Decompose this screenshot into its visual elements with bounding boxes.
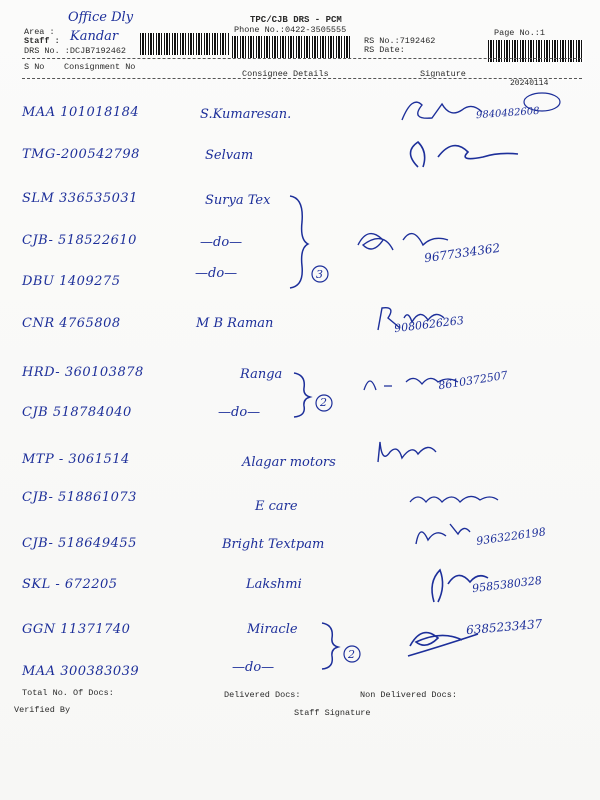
delivered-docs-label: Delivered Docs: — [224, 690, 301, 700]
row-4-consignee: —do— — [200, 235, 243, 250]
col-consignee-details: Consignee Details — [242, 69, 329, 79]
row-6-consignee: M B Raman — [196, 316, 274, 331]
page-number: Page No.:1 — [494, 28, 546, 38]
row-11-consignee: Bright Textpam — [222, 537, 325, 552]
row-7-consignee: Ranga — [240, 367, 283, 382]
area-label: Area : — [24, 27, 55, 37]
brace-count-1: 3 — [316, 268, 323, 281]
row-8-consignee: —do— — [218, 405, 261, 420]
phone-number: Phone No.:0422-3505555 — [234, 25, 347, 35]
row-13-consignment: GGN 11371740 — [22, 622, 131, 637]
barcode-left — [140, 33, 230, 55]
row-1-phone: 9840482608 — [475, 105, 540, 122]
col-consignment-no: Consignment No — [64, 62, 136, 72]
row-9-consignee: Alagar motors — [242, 455, 336, 470]
row-11-phone: 9363226198 — [475, 525, 547, 548]
barcode-center — [232, 36, 350, 58]
header-rule-top — [22, 58, 582, 59]
row-14-consignment: MAA 300383039 — [22, 664, 140, 679]
staff-value: Kandar — [70, 29, 119, 44]
row-14-consignee: —do— — [232, 660, 275, 675]
row-1-consignee: S.Kumaresan. — [200, 107, 292, 122]
row-7-phone: 8610372507 — [437, 368, 509, 393]
drs-number: DRS No. :DCJB7192462 — [24, 46, 127, 56]
row-3-consignment: SLM 336535031 — [22, 191, 138, 206]
total-docs-label: Total No. Of Docs: — [22, 688, 114, 698]
row-5-consignee: —do— — [195, 266, 238, 281]
signature-row-9 — [372, 434, 442, 470]
signature-row-10 — [404, 484, 504, 514]
row-9-consignment: MTP - 3061514 — [22, 452, 130, 467]
date-stamp: 20240114 — [510, 79, 549, 88]
signature-row-11 — [406, 514, 476, 552]
document-title: TPC/CJB DRS - PCM — [250, 15, 342, 25]
row-5-consignment: DBU 1409275 — [22, 274, 121, 289]
verified-by-label: Verified By — [14, 705, 71, 715]
row-4-consignment: CJB- 518522610 — [22, 233, 137, 248]
row-13-consignee: Miracle — [247, 622, 298, 637]
row-5-phone: 9677334362 — [423, 240, 501, 266]
staff-signature-label: Staff Signature — [294, 708, 371, 718]
row-13-phone: 6385233437 — [465, 616, 543, 638]
row-12-consignment: SKL - 672205 — [22, 577, 118, 592]
row-6-phone: 9080626263 — [393, 313, 465, 336]
brace-group-1 — [286, 192, 336, 292]
row-1-consignment: MAA 101018184 — [22, 105, 140, 120]
brace-group-2 — [290, 370, 340, 420]
row-2-consignee: Selvam — [205, 148, 254, 163]
header-rule-bottom — [22, 78, 582, 79]
area-value: Office Dly — [68, 10, 134, 25]
row-10-consignee: E care — [255, 499, 298, 514]
row-12-consignee: Lakshmi — [246, 577, 302, 592]
row-2-consignment: TMG-200542798 — [22, 147, 140, 162]
brace-group-3 — [318, 620, 368, 672]
row-8-consignment: CJB 518784040 — [22, 405, 132, 420]
col-signature: Signature — [420, 69, 466, 79]
row-3-consignee: Surya Tex — [205, 193, 271, 208]
row-6-consignment: CNR 4765808 — [22, 316, 121, 331]
col-s-no: S No — [24, 62, 45, 72]
brace-count-3: 2 — [348, 648, 355, 661]
staff-label: Staff : — [24, 36, 60, 46]
rs-number: RS No.:7192462 — [364, 36, 436, 46]
rs-date: RS Date: — [364, 45, 405, 55]
row-7-consignment: HRD- 360103878 — [22, 365, 144, 380]
row-10-consignment: CJB- 518861073 — [22, 490, 137, 505]
signature-row-2 — [398, 132, 528, 177]
row-12-phone: 9585380328 — [471, 573, 543, 596]
row-11-consignment: CJB- 518649455 — [22, 536, 137, 551]
non-delivered-docs-label: Non Delivered Docs: — [360, 690, 457, 700]
brace-count-2: 2 — [320, 396, 327, 409]
